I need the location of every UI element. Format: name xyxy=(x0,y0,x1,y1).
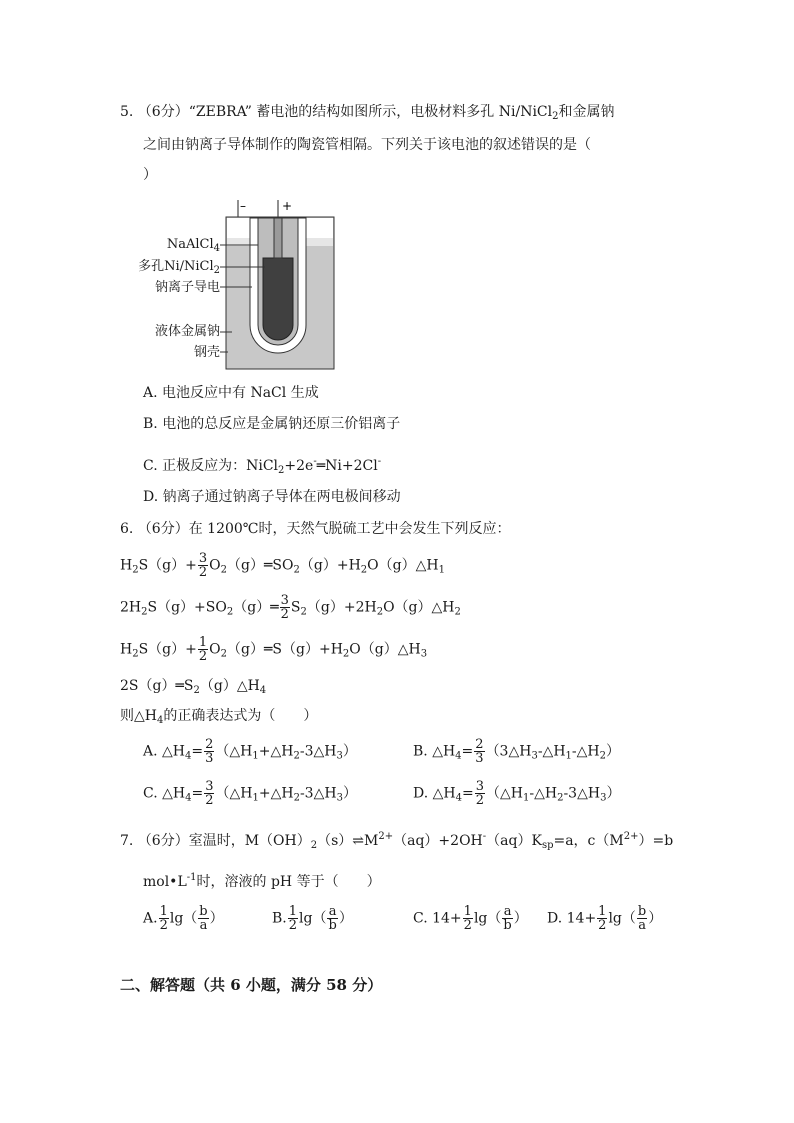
q6-reaction-2: $2H_2S(g)+SO_2(g)═$ $\frac{3}{2}$ $S_2(g)+2H_2O(g)\triangle H_2$ xyxy=(120,593,461,622)
fraction: $\frac{2}{3}$ xyxy=(475,737,484,766)
label-liquid-na: 液体金属钠 xyxy=(154,324,220,339)
q6-option-d[interactable]: D. $\triangle H_4=$ $\frac{3}{2}$ $(\triangle H_1-\triangle H_2-3\triangle H_3)$ xyxy=(413,779,621,808)
fraction: $\frac{1}{2}$ xyxy=(198,635,208,664)
fraction: $\frac{1}{2}$ xyxy=(288,904,298,933)
q6-question: 则$\triangle H_4$的正确表达式为（ ） xyxy=(120,708,318,726)
fraction: $\frac{a}{b}$ xyxy=(328,904,337,933)
q5-option-a[interactable]: A. 电池反应中有 NaCl 生成 xyxy=(143,385,319,401)
fraction: $\frac{3}{2}$ xyxy=(198,551,208,580)
fraction: $\frac{3}{2}$ xyxy=(475,779,484,808)
q5-option-d[interactable]: D. 钠离子通过钠离子导体在两电极间移动 xyxy=(143,489,401,505)
q6-option-b[interactable]: B. $\triangle H_4=$ $\frac{2}{3}$ $(3\triangle H_3-\triangle H_1-\triangle H_2)$ xyxy=(413,737,621,766)
q7-option-c[interactable]: C. 14+ $\frac{1}{2}$ lg（ $\frac{a}{b}$ ） xyxy=(413,904,528,933)
q5-stem-line3: ） xyxy=(143,167,157,183)
fraction: $\frac{3}{2}$ xyxy=(205,779,214,808)
fraction: $\frac{1}{2}$ xyxy=(463,904,472,933)
q6-option-a[interactable]: A. $\triangle H_4=$ $\frac{2}{3}$ $(\triangle H_1+\triangle H_2-3\triangle H_3)$ xyxy=(143,737,357,766)
minus-terminal: – xyxy=(240,199,246,213)
q5-option-b[interactable]: B. 电池的总反应是金属钠还原三价铝离子 xyxy=(143,416,401,432)
label-na-conductor: 钠离子导电 xyxy=(154,280,220,295)
fraction: $\frac{b}{a}$ xyxy=(637,904,647,933)
label-porous-ni: 多孔Ni/NiCl$_2$ xyxy=(138,259,220,276)
q6-option-c[interactable]: C. $\triangle H_4=$ $\frac{3}{2}$ $(\triangle H_1+\triangle H_2-3\triangle H_3)$ xyxy=(143,779,357,808)
q6-reaction-4: $2S(g)═S_2(g)\triangle H_4$ xyxy=(120,678,267,696)
q7-option-b[interactable]: B. $\frac{1}{2}$ lg（ $\frac{a}{b}$ ） xyxy=(272,904,353,933)
fraction: $\frac{3}{2}$ xyxy=(280,593,289,622)
q5-stem-line2: 之间由钠离子导体制作的陶瓷管相隔。下列关于该电池的叙述错误的是（ xyxy=(143,137,591,153)
q5-option-c[interactable]: C. 正极反应为：NiCl$_2$+2e-═Ni+2Cl- xyxy=(143,456,382,476)
q6-reaction-3: $H_2S(g)+$ $\frac{1}{2}$ $O_2(g)═S(g)+H_2O(g)\triangle H_3$ xyxy=(120,635,428,664)
fraction: $\frac{b}{a}$ xyxy=(199,904,208,933)
q7-stem-line1: 7. （6分）室温时，$M(OH)_2(s)\rightleftharpoons M^{2+}(aq)+2OH^-(aq)K_{sp}=a$，$c(M^{2+})=b$ xyxy=(120,831,674,851)
section-heading: 二、解答题（共 6 小题，满分 58 分） xyxy=(120,976,383,994)
label-naalcl4: NaAlCl$_4$ xyxy=(166,237,220,254)
q7-option-d[interactable]: D. 14+ $\frac{1}{2}$ lg（ $\frac{b}{a}$ ） xyxy=(547,904,663,933)
q7-option-a[interactable]: A. $\frac{1}{2}$ lg（ $\frac{b}{a}$ ） xyxy=(143,904,224,933)
label-steel-shell: 钢壳 xyxy=(193,345,220,360)
q7-stem-line2: $mol•L^{-1}$时，溶液的 pH 等于（ ） xyxy=(143,872,381,890)
q6-stem: 6. （6分）在 1200℃时，天然气脱硫工艺中会发生下列反应： xyxy=(120,521,511,537)
fraction: $\frac{1}{2}$ xyxy=(159,904,168,933)
fraction: $\frac{a}{b}$ xyxy=(503,904,512,933)
q5-stem-line1: 5. （6分）“ZEBRA” 蓄电池的结构如图所示，电极材料多孔 Ni/NiCl$_2$和金属钠 xyxy=(120,104,615,122)
fraction: $\frac{1}{2}$ xyxy=(598,904,607,933)
plus-terminal: + xyxy=(282,199,293,213)
q6-reaction-1: $H_2S(g)+$ $\frac{3}{2}$ $O_2(g)═SO_2(g)+H_2O(g)\triangle H_1$ xyxy=(120,551,445,580)
fraction: $\frac{2}{3}$ xyxy=(205,737,214,766)
